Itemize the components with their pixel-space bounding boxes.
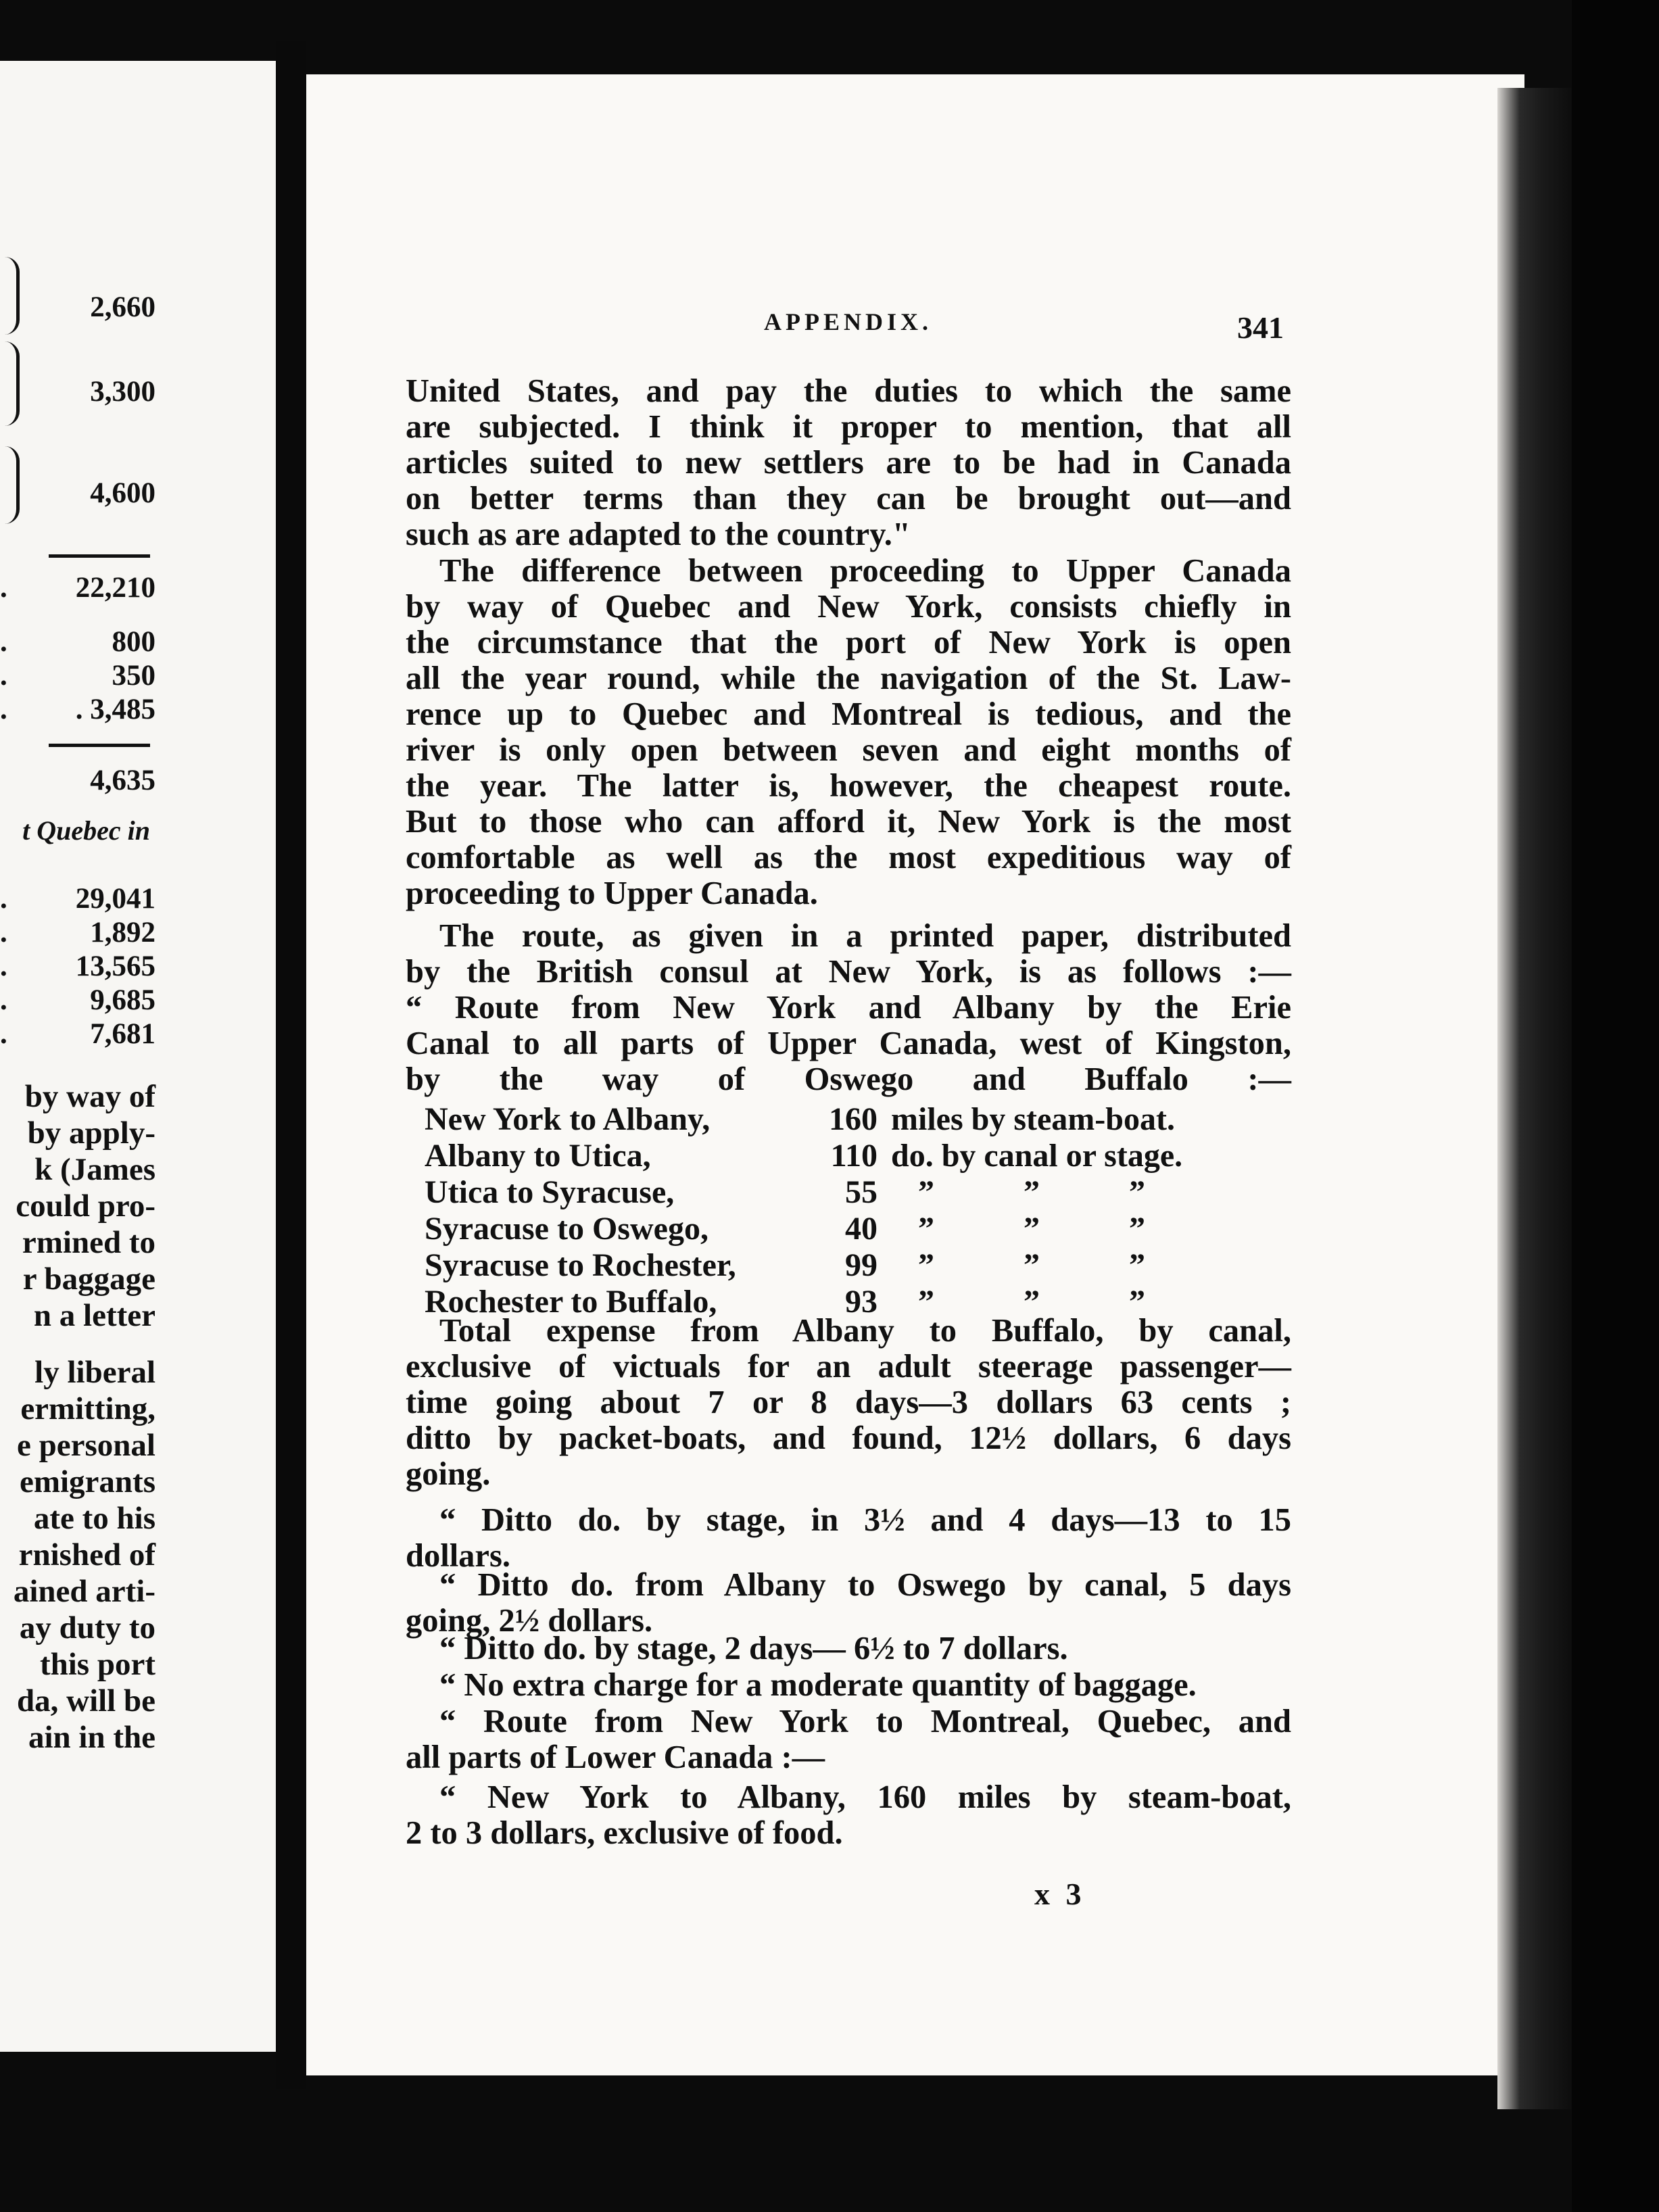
left-text-line: ay duty to [19, 1610, 155, 1645]
signature-mark: x 3 [1034, 1877, 1086, 1911]
paragraph2-line: rence up to Quebec and Montreal is tedious, and the [406, 696, 1291, 732]
left-text-line: emigrants [19, 1464, 155, 1499]
paragraph4-line: time going about 7 or 8 days—3 dollars 63 cents ; [406, 1385, 1291, 1420]
leader-dot: . [0, 694, 7, 725]
left-text-line: rmined to [22, 1225, 155, 1260]
paragraph2-line: the year. The latter is, however, the cheapest route. [406, 768, 1291, 804]
route-mode: ” ” ” [918, 1284, 1145, 1320]
left-table-value: 22,210 [75, 572, 155, 604]
page-number: 341 [1237, 310, 1284, 345]
left-table-value: 4,600 [90, 477, 155, 509]
left-text-line: could pro- [16, 1188, 155, 1224]
brace [4, 257, 20, 335]
paragraph2-line: all the year round, while the navigation of the St. Law- [406, 660, 1291, 696]
route-miles: 160 [829, 1101, 877, 1137]
leader-dot: . [0, 660, 7, 692]
route-mode: ” ” ” [918, 1174, 1145, 1210]
leader-dot: . [0, 984, 7, 1016]
left-text-line: e personal [17, 1428, 155, 1463]
paragraph7-line: “ Ditto do. by stage, 2 days— 6½ to 7 dollars. [439, 1631, 1068, 1666]
leader-dot: . [0, 626, 7, 658]
left-table-value: 1,892 [90, 917, 155, 948]
route-place: Syracuse to Oswego, [425, 1211, 708, 1247]
paragraph10-line: “ New York to Albany, 160 miles by steam-boat, [439, 1779, 1291, 1815]
rule-line [49, 744, 150, 747]
paragraph2-line: But to those who can afford it, New York is the most [406, 804, 1291, 840]
running-head: APPENDIX. [764, 308, 932, 335]
page-edges [1497, 88, 1572, 2109]
background [1572, 0, 1659, 2212]
left-table-value: 29,041 [75, 883, 155, 915]
left-text-line: ained arti- [13, 1574, 155, 1609]
paragraph6-line: “ Ditto do. from Albany to Oswego by canal, 5 days [439, 1567, 1291, 1603]
paragraph3-line: “ Route from New York and Albany by the Erie [406, 990, 1291, 1026]
previous-page [0, 61, 276, 2052]
paragraph2-line: comfortable as well as the most expeditious way of [406, 840, 1291, 875]
brace [4, 446, 20, 524]
paragraph4-line: Total expense from Albany to Buffalo, by canal, [439, 1313, 1291, 1349]
left-text-line: k (James [34, 1152, 155, 1187]
left-text-line: n a letter [33, 1298, 155, 1333]
brace [4, 341, 20, 426]
left-table-value: 9,685 [90, 984, 155, 1016]
rule-line [49, 554, 150, 558]
left-caption: t Quebec in [22, 815, 150, 846]
left-table-value: 800 [112, 626, 155, 658]
left-text-line: this port [39, 1647, 155, 1682]
paragraph1-line: on better terms than they can be brought out—and [406, 481, 1291, 516]
route-place: Syracuse to Rochester, [425, 1247, 736, 1283]
left-table-value: . 3,485 [75, 694, 155, 725]
left-table-value: 7,681 [90, 1018, 155, 1050]
paragraph1-line: are subjected. I think it proper to mention, that all [406, 409, 1291, 445]
paragraph3-line: The route, as given in a printed paper, distributed [439, 918, 1291, 954]
paragraph2-line: the circumstance that the port of New York is open [406, 625, 1291, 660]
paragraph5-line: dollars. [406, 1538, 510, 1574]
left-text-line: ly liberal [34, 1355, 155, 1390]
route-place: Albany to Utica, [425, 1138, 651, 1174]
book-gutter [276, 41, 306, 2089]
left-text-line: ate to his [33, 1501, 155, 1536]
paragraph9-line: “ Route from New York to Montreal, Quebec, and [439, 1704, 1291, 1739]
left-text-line: by apply- [27, 1115, 155, 1151]
left-text-line: r baggage [22, 1261, 155, 1297]
paragraph2-line: by way of Quebec and New York, consists chiefly in [406, 589, 1291, 625]
left-text-line: by way of [24, 1079, 155, 1114]
route-mode: ” ” ” [918, 1211, 1145, 1247]
route-mode: do. by canal or stage. [891, 1138, 1183, 1174]
left-text-line: ain in the [28, 1720, 155, 1755]
route-mode: miles by steam-boat. [891, 1101, 1175, 1137]
paragraph3-line: by the way of Oswego and Buffalo :— [406, 1061, 1291, 1097]
leader-dot: . [0, 951, 7, 982]
paragraph9-line: all parts of Lower Canada :— [406, 1739, 825, 1775]
leader-dot: . [0, 917, 7, 948]
route-miles: 55 [845, 1174, 877, 1210]
left-text-line: ermitting, [20, 1391, 155, 1426]
paragraph2-line: proceeding to Upper Canada. [406, 875, 818, 911]
left-table-value: 4,635 [90, 765, 155, 796]
paragraph2-line: The difference between proceeding to Upper Canada [439, 553, 1291, 589]
left-table-value: 13,565 [75, 951, 155, 982]
route-miles: 99 [845, 1247, 877, 1283]
route-miles: 110 [830, 1138, 877, 1174]
paragraph4-line: exclusive of victuals for an adult steerage passenger— [406, 1349, 1291, 1385]
paragraph3-line: Canal to all parts of Upper Canada, west of Kingston, [406, 1026, 1291, 1061]
route-miles: 93 [845, 1284, 877, 1320]
paragraph8-line: “ No extra charge for a moderate quantity of baggage. [439, 1667, 1197, 1703]
paragraph4-line: going. [406, 1456, 491, 1492]
left-text-line: rnished of [18, 1537, 155, 1572]
left-table-value: 2,660 [90, 291, 155, 323]
leader-dot: . [0, 1018, 7, 1050]
route-mode: ” ” ” [918, 1247, 1145, 1283]
paragraph3-line: by the British consul at New York, is as follows :— [406, 954, 1291, 990]
paragraph10-line: 2 to 3 dollars, exclusive of food. [406, 1815, 843, 1851]
paragraph1-line: United States, and pay the duties to which the same [406, 373, 1291, 409]
paragraph6-line: going, 2½ dollars. [406, 1603, 653, 1639]
route-place: Utica to Syracuse, [425, 1174, 675, 1210]
leader-dot: . [0, 572, 7, 604]
route-place: New York to Albany, [425, 1101, 711, 1137]
paragraph1-line: such as are adapted to the country." [406, 516, 911, 552]
paragraph4-line: ditto by packet-boats, and found, 12½ dollars, 6 days [406, 1420, 1291, 1456]
left-table-value: 350 [112, 660, 155, 692]
paragraph2-line: river is only open between seven and eight months of [406, 732, 1291, 768]
left-table-value: 3,300 [90, 376, 155, 408]
route-place: Rochester to Buffalo, [425, 1284, 717, 1320]
leader-dot: . [0, 883, 7, 915]
left-text-line: da, will be [16, 1683, 155, 1718]
paragraph5-line: “ Ditto do. by stage, in 3½ and 4 days—13 to 15 [439, 1502, 1291, 1538]
route-miles: 40 [845, 1211, 877, 1247]
paragraph1-line: articles suited to new settlers are to be had in Canada [406, 445, 1291, 481]
